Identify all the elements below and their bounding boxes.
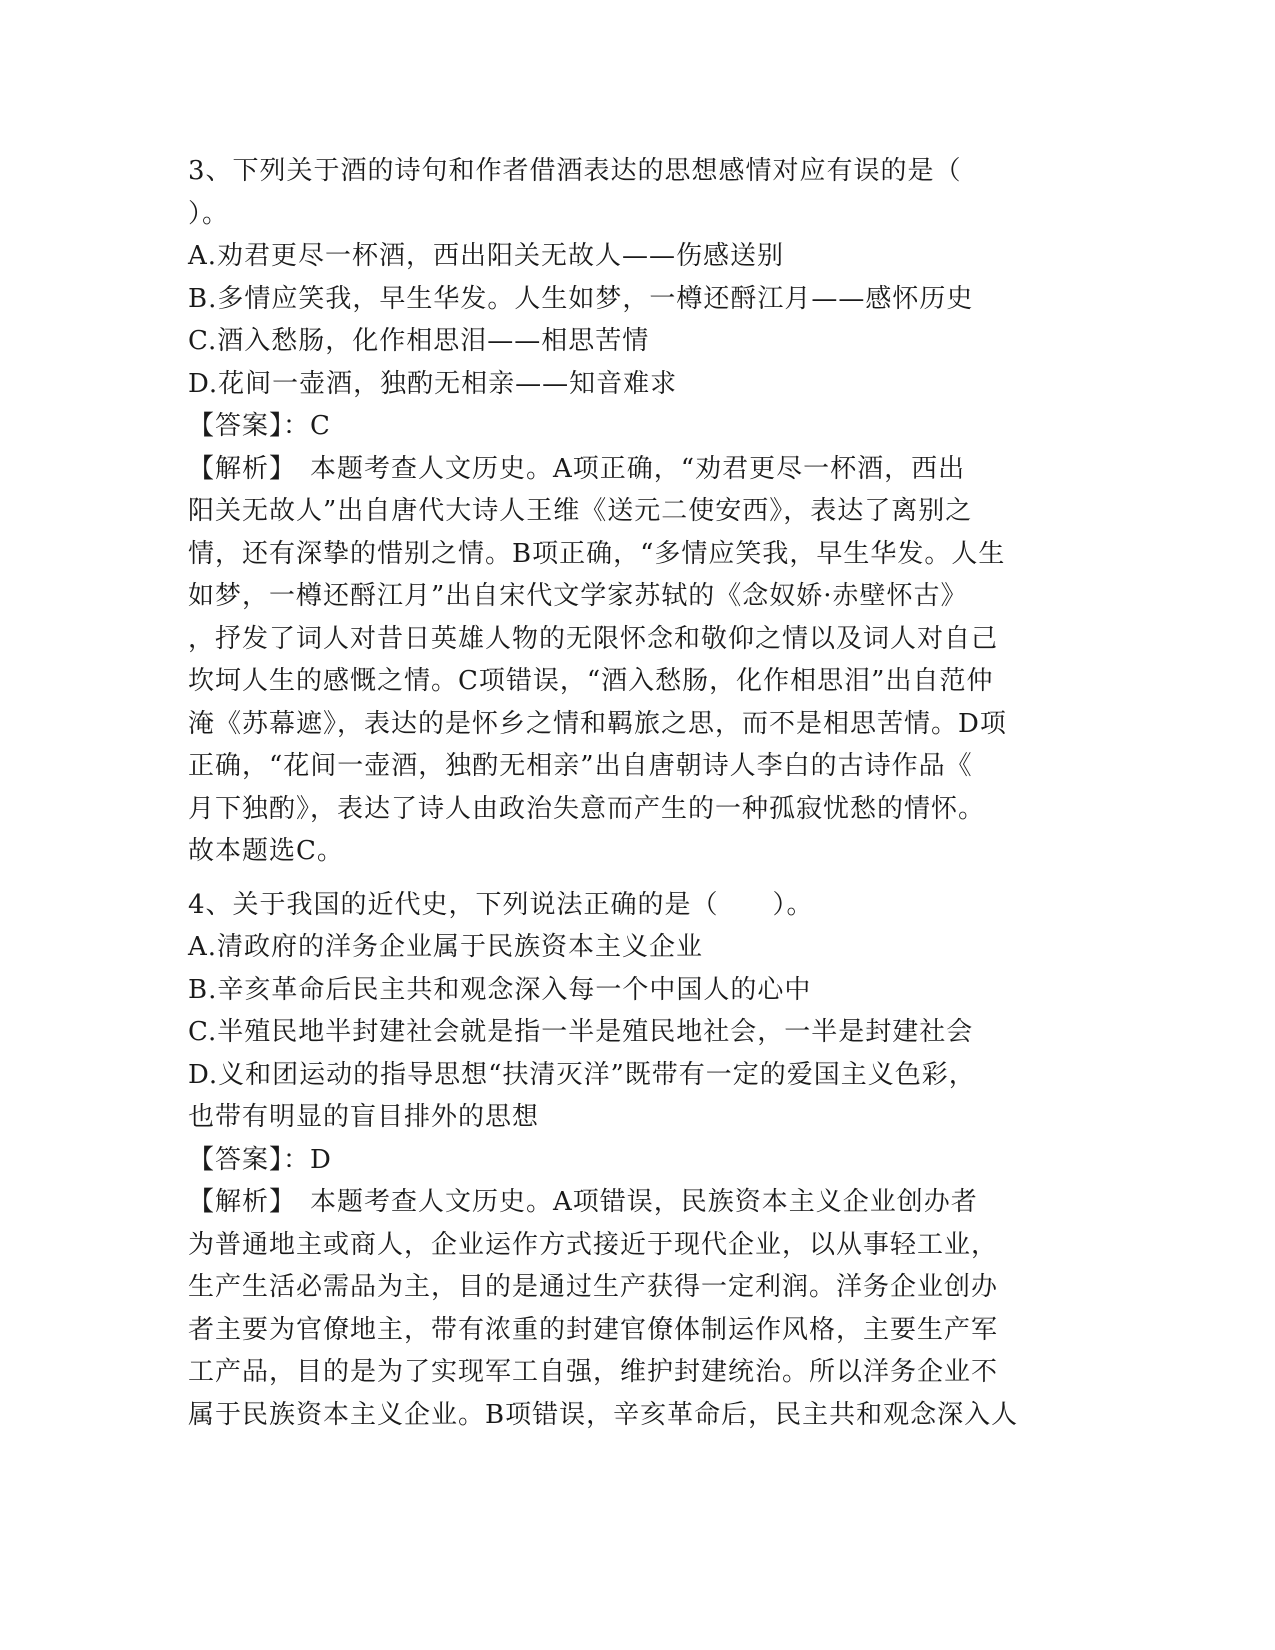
analysis-line: 为普通地主或商人，企业运作方式接近于现代企业，以从事轻工业， (188, 1229, 999, 1260)
analysis-line: 属于民族资本主义企业。B项错误，辛亥革命后，民主共和观念深入人 (188, 1399, 1019, 1430)
answer-line: 【答案】：D (188, 1144, 332, 1175)
option-d-continued: 也带有明显的盲目排外的思想 (188, 1102, 540, 1132)
option-c: C.酒入愁肠，化作相思泪——相思苦情 (188, 326, 650, 356)
analysis-line: 【解析】 本题考查人文历史。A项正确，“劝君更尽一杯酒，西出 (188, 453, 966, 484)
analysis-line: 如梦，一樽还酹江月”出自宋代文学家苏轼的《念奴娇·赤壁怀古》 (188, 581, 968, 611)
analysis-line: 故本题选C。 (188, 836, 344, 866)
option-a: A.清政府的洋务企业属于民族资本主义企业 (188, 932, 704, 962)
question-stem: ）。 (188, 198, 230, 229)
option-b: B.辛亥革命后民主共和观念深入每一个中国人的心中 (188, 974, 812, 1005)
answer-line: 【答案】：C (188, 411, 331, 441)
analysis-line: 者主要为官僚地主，带有浓重的封建官僚体制运作风格，主要生产军 (188, 1314, 999, 1345)
question-stem: 3、下列关于酒的诗句和作者借酒表达的思想感情对应有误的是（ (188, 156, 962, 186)
analysis-line: ，抒发了词人对昔日英雄人物的无限怀念和敬仰之情以及词人对自己 (188, 623, 999, 654)
option-b: B.多情应笑我，早生华发。人生如梦，一樽还酹江月——感怀历史 (188, 283, 974, 314)
option-d: D.义和团运动的指导思想“扶清灭洋”既带有一定的爱国主义色彩， (188, 1059, 976, 1090)
analysis-line: 工产品，目的是为了实现军工自强，维护封建统治。所以洋务企业不 (188, 1357, 999, 1387)
analysis-line: 正确，“花间一壶酒，独酌无相亲”出自唐朝诗人李白的古诗作品《 (188, 751, 973, 781)
option-a: A.劝君更尽一杯酒，西出阳关无故人——伤感送别 (188, 241, 785, 271)
question-4 (188, 884, 1088, 1437)
analysis-line: 阳关无故人”出自唐代大诗人王维《送元二使安西》，表达了离别之 (188, 496, 973, 526)
document-page (188, 150, 1088, 1436)
question-stem: 4、关于我国的近代史，下列说法正确的是（ ）。 (188, 889, 814, 920)
question-3 (188, 150, 1088, 873)
analysis-line: 坎坷人生的感慨之情。C项错误，“酒入愁肠，化作相思泪”出自范仲 (188, 666, 994, 696)
question-spacer (188, 873, 1088, 884)
analysis-line: 【解析】 本题考查人文历史。A项错误，民族资本主义企业创办者 (188, 1187, 978, 1217)
option-d: D.花间一壶酒，独酌无相亲——知音难求 (188, 368, 678, 399)
analysis-line: 生产生活必需品为主，目的是通过生产获得一定利润。洋务企业创办 (188, 1272, 999, 1302)
analysis-line: 情，还有深挚的惜别之情。B项正确，“多情应笑我，早生华发。人生 (188, 538, 1006, 569)
option-c: C.半殖民地半封建社会就是指一半是殖民地社会，一半是封建社会 (188, 1017, 974, 1047)
analysis-line: 淹《苏幕遮》，表达的是怀乡之情和羁旅之思，而不是相思苦情。D项 (188, 708, 1007, 739)
analysis-line: 月下独酌》，表达了诗人由政治失意而产生的一种孤寂忧愁的情怀。 (188, 793, 986, 824)
